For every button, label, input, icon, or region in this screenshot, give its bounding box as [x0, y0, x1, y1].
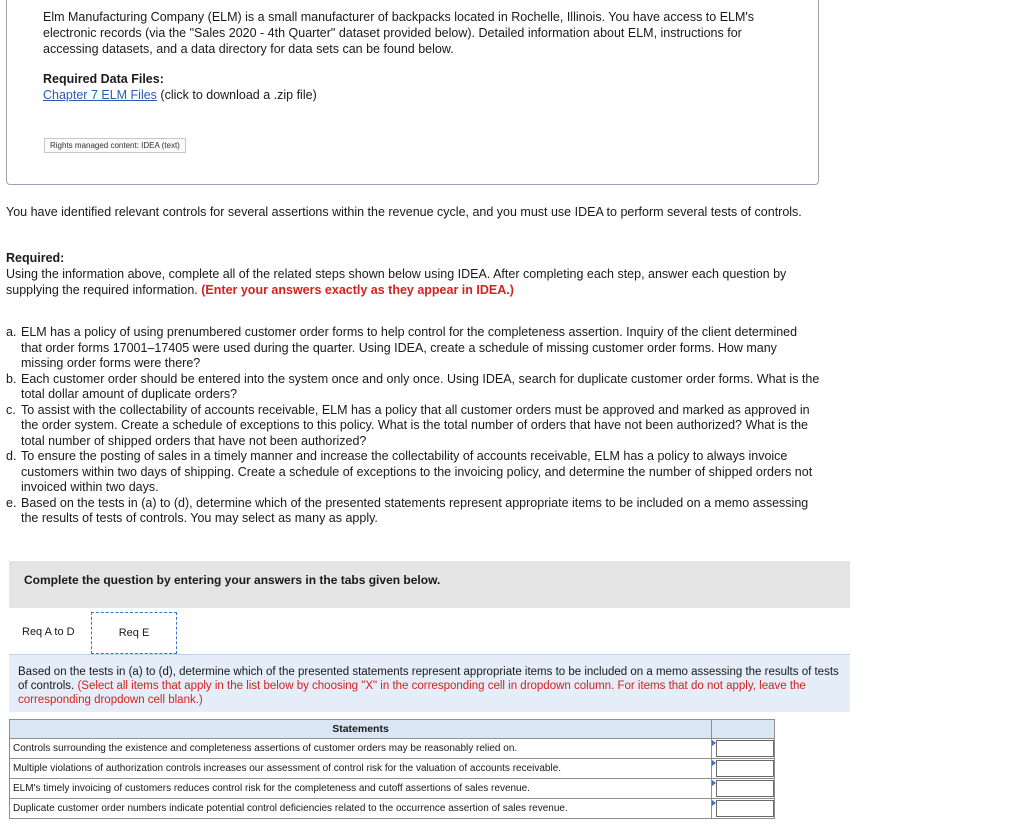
- required-title: Required:: [6, 251, 65, 265]
- table-row: [10, 759, 775, 779]
- answer-dropdown[interactable]: [716, 740, 774, 757]
- chapter-files-link[interactable]: Chapter 7 ELM Files: [43, 88, 157, 102]
- question-list: [6, 325, 821, 527]
- statement-cell: Duplicate customer order numbers indicate potential control deficiencies related to the occurrence assertion of sales revenue.: [10, 799, 712, 819]
- required-files-title: Required Data Files:: [43, 72, 164, 86]
- required-files-line: [43, 88, 317, 102]
- instructions-panel: [9, 654, 850, 712]
- file-note: (click to download a .zip file): [156, 88, 317, 102]
- tab-req-e[interactable]: Req E: [91, 612, 177, 654]
- tab-req-a-to-d[interactable]: Req A to D: [22, 626, 75, 638]
- required-text-block: [6, 266, 821, 298]
- instructions-text: Based on the tests in (a) to (d), determine which of the presented statements represent appropriate items to be included on a memo assessing the results of tests of controls.: [18, 666, 839, 692]
- statements-header: Statements: [10, 720, 712, 739]
- table-row: [10, 739, 775, 759]
- question-text: Based on the tests in (a) to (d), determine which of the presented statements represent appropriate items to be included on a memo assessing the results of tests of controls. You may select as many as apply.: [21, 495, 809, 525]
- question-letter: d.: [6, 449, 17, 463]
- dropdown-header: [712, 720, 775, 739]
- answer-dropdown[interactable]: [716, 800, 774, 817]
- banner-text: Complete the question by entering your answers in the tabs given below.: [24, 573, 441, 587]
- question-letter: b.: [6, 371, 17, 386]
- instructions-note: (Select all items that apply in the list below by choosing "X" in the corresponding cell in dropdown column. For items that do not apply, leave the corresponding dropdown cell blank.): [18, 680, 806, 706]
- statement-cell: Multiple violations of authorization controls increases our assessment of control risk for the valuation of accounts receivable.: [10, 759, 712, 779]
- question-item: [6, 372, 821, 403]
- tabs-banner: [9, 561, 850, 608]
- question-item: [6, 403, 821, 450]
- table-row: [10, 799, 775, 819]
- dropdown-column-cell: [712, 779, 775, 799]
- table-header-row: [10, 720, 775, 739]
- question-text: Each customer order should be entered into the system once and only once. Using IDEA, search for duplicate customer order forms. What is the total dollar amount of duplicate orders?: [21, 371, 820, 401]
- required-emphasis: (Enter your answers exactly as they appear in IDEA.): [201, 283, 514, 297]
- question-text: ELM has a policy of using prenumbered customer order forms to help control for the completeness assertion. Inquiry of the client determined that order forms 17001–17405 were used during the quarter. Using IDEA, create a schedule of missing customer order forms. How many missing order forms were there?: [21, 325, 798, 370]
- answer-dropdown[interactable]: [716, 760, 774, 777]
- question-text: To assist with the collectability of accounts receivable, ELM has a policy that all customer orders must be approved and marked as approved in the order system. Create a schedule of exceptions to this policy. What is the total number of orders that have not been authorized? What is the total number of shipped orders that have not been authorized?: [21, 402, 810, 448]
- dropdown-column-cell: [712, 739, 775, 759]
- required-section: [6, 250, 821, 298]
- answer-dropdown[interactable]: [716, 780, 774, 797]
- rights-managed-label[interactable]: Rights managed content: IDEA (text): [44, 138, 186, 153]
- dropdown-column-cell: [712, 759, 775, 779]
- question-letter: a.: [6, 325, 17, 339]
- question-item: [6, 449, 821, 496]
- statement-cell: ELM's timely invoicing of customers reduces control risk for the completeness and cutoff assertions of sales revenue.: [10, 779, 712, 799]
- question-letter: e.: [6, 495, 17, 510]
- question-letter: c.: [6, 402, 16, 417]
- question-item: [6, 325, 821, 372]
- required-text: Using the information above, complete all of the related steps shown below using IDEA. After completing each step, answer each question by supplying the required information.: [6, 267, 787, 297]
- statement-cell: Controls surrounding the existence and completeness assertions of customer orders may be reasonably relied on.: [10, 739, 712, 759]
- intro-text: Elm Manufacturing Company (ELM) is a small manufacturer of backpacks located in Rochelle, Illinois. You have access to ELM's electronic records (via the "Sales 2020 - 4th Quarter" dataset provided below). Detailed information about ELM, instructions for accessing datasets, and a data directory for data sets can be found below.: [43, 10, 755, 56]
- dropdown-column-cell: [712, 799, 775, 819]
- table-row: [10, 779, 775, 799]
- context-paragraph: You have identified relevant controls for several assertions within the revenue cycle, and you must use IDEA to perform several tests of controls.: [6, 205, 802, 219]
- question-text: To ensure the posting of sales in a timely manner and increase the collectability of accounts receivable, ELM has a policy to always invoice customers within two days of shipping. Create a schedule of exceptions to the invoicing policy, and determine the number of shipped orders not invoiced within two days.: [21, 449, 813, 494]
- question-item: [6, 496, 821, 527]
- statements-table: [9, 719, 775, 819]
